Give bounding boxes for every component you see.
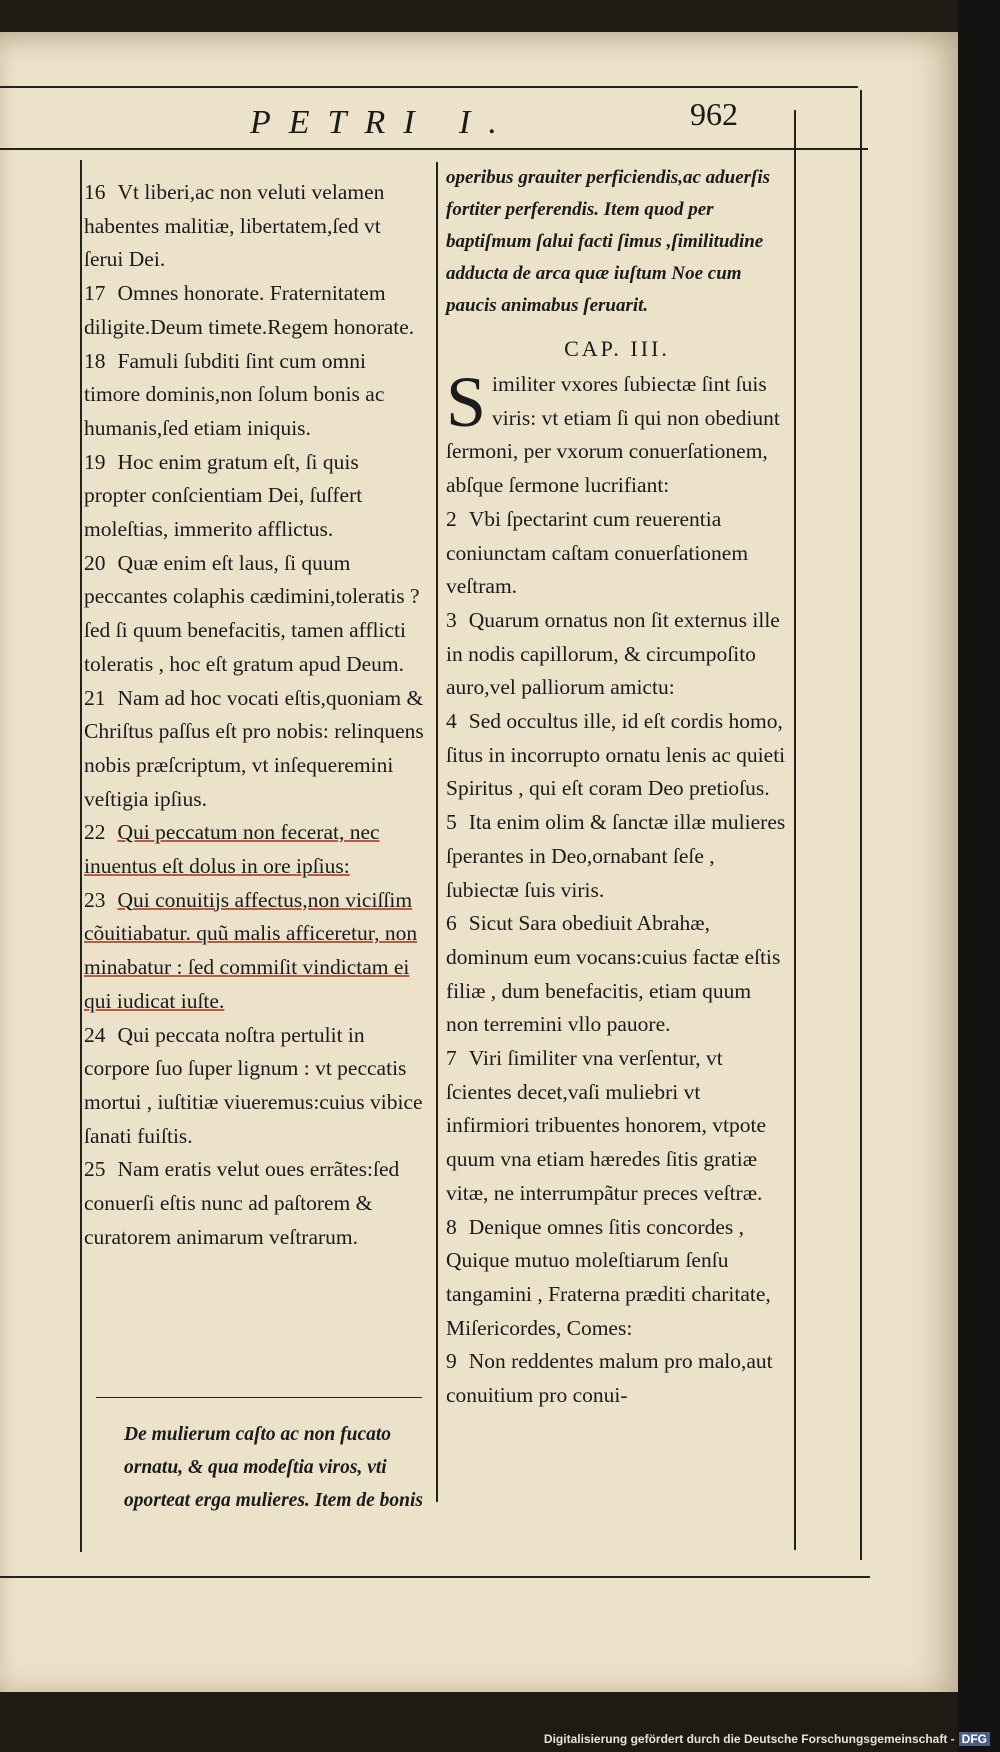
verse-4: 4 Sed occultus ille, id eſt cordis homo, ſitus in incorrupto ornatu lenis ac quieti Spiritus , qui eſt coram Deo pretioſus. bbox=[446, 709, 786, 801]
running-head: PETRI I. bbox=[250, 104, 515, 141]
verse-20: 20 Quæ enim eſt laus, ſi quum peccantes colaphis cædimini,toleratis ? ſed ſi quum benefacitis, tamen afflicti toleratis , hoc eſt gratum apud Deum. bbox=[84, 550, 420, 676]
right-border bbox=[794, 110, 796, 1550]
left-column bbox=[84, 176, 424, 1255]
verse-6: 6 Sicut Sara obediuit Abrahæ, dominum eum vocans:cuius factæ eſtis filiæ , dum benefacitis, etiam quum non terremini vllo pauore. bbox=[446, 911, 781, 1037]
verse-3: 3 Quarum ornatus non ſit externus ille in nodis capillorum, & circumpoſito auro,vel palliorum amictu: bbox=[446, 607, 780, 700]
verse-8: 8 Denique omnes ſitis concordes , Quique mutuo moleſtiarum ſenſu tangamini , Fraterna præditi charitate, Miſericordes, Comes: bbox=[446, 1214, 771, 1340]
page-edge-shadow bbox=[958, 0, 1000, 1752]
verse-1: Similiter vxores ſubiectæ ſint ſuis viris: vt etiam ſi qui non obediunt ſermoni, per vxorum conuerſationem, abſque ſermone lucrifiant: bbox=[446, 362, 780, 498]
page-number: 962 bbox=[690, 96, 738, 132]
header-rule bbox=[0, 148, 868, 150]
note-divider bbox=[96, 1397, 422, 1398]
chapter-summary-left: De mulierum caſto ac non fucato ornatu, & qua modeſtia viros, vti oporteat erga mulieres. Item de bonis bbox=[124, 1424, 423, 1511]
chapter-heading: CAP. III. bbox=[564, 336, 670, 361]
verse-7: 7 Viri ſimiliter vna verſentur, vt ſcientes decet,vaſi muliebri vt infirmiori tribuentes honorem, vtpote quum vna etiam hæredes ſitis gratiæ vitæ, ne interrumpãtur preces veſtræ. bbox=[446, 1046, 767, 1205]
verse-19: 19 Hoc enim gratum eſt, ſi quis propter conſcientiam Dei, ſuſfert moleſtias, immerito afflictus. bbox=[84, 449, 363, 542]
verse-21: 21 Nam ad hoc vocati eſtis,quoniam & Chriſtus paſſus eſt pro nobis: relinquens nobis præſcriptum, vt inſequeremini veſtigia ipſius. bbox=[84, 685, 424, 811]
verse-9: 9 Non reddentes malum pro malo,aut conuitium pro conui- bbox=[446, 1349, 773, 1408]
bottom-rule bbox=[0, 1576, 870, 1578]
verse-2: 2 Vbi ſpectarint cum reuerentia coniunctam caſtam conuerſationem veſtram. bbox=[446, 506, 749, 599]
verse-25: 25 Nam eratis velut oues errãtes:ſed conuerſi eſtis nunc ad paſtorem & curatorem animarum veſtrarum. bbox=[84, 1157, 400, 1249]
verse-18: 18 Famuli ſubditi ſint cum omni timore dominis,non ſolum bonis ac humanis,ſed etiam iniquis. bbox=[84, 348, 385, 440]
verse-23: 23 Qui conuitijs affectus,non viciſſim cõuitiabatur. quũ malis afficeretur, non minabatur : ſed commiſit vindictam ei qui iudicat iuſte. bbox=[84, 887, 418, 1013]
verse-16: 16 Vt liberi,ac non veluti velamen habentes malitiæ, libertatem,ſed vt ſerui Dei. bbox=[84, 180, 385, 272]
right-column bbox=[446, 162, 788, 1413]
verse-17: 17 Omnes honorate. Fraternitatem diligite.Deum timete.Regem honorate. bbox=[84, 281, 415, 339]
verse-5: 5 Ita enim olim & ſanctæ illæ mulieres ſperantes in Deo,ornabant ſeſe , ſubiectæ ſuis viris. bbox=[446, 810, 786, 902]
right-outer-border bbox=[860, 90, 862, 1560]
column-divider bbox=[436, 162, 438, 1502]
left-border bbox=[80, 160, 82, 1552]
top-rule bbox=[0, 86, 858, 88]
verse-24: 24 Qui peccata noſtra pertulit in corpore ſuo ſuper lignum : vt peccatis mortui , iuſtitiæ viueremus:cuius vibice ſanati fuiſtis. bbox=[84, 1022, 423, 1148]
digitization-credit: Digitalisierung gefördert durch die Deutsche Forschungsgemeinschaft - DFG bbox=[544, 1732, 990, 1746]
dfg-logo: DFG bbox=[959, 1732, 990, 1746]
verse-22: 22 Qui peccatum non fecerat, nec inuentus eſt dolus in ore ipſius: bbox=[84, 820, 380, 879]
chapter-summary-right: operibus grauiter perficiendis,ac aduerſis fortiter perferendis. Item quod per baptiſmum ſalui facti ſimus ,ſimilitudine adducta de arca quæ iuſtum Noe cum paucis animabus ſeruarit. bbox=[446, 167, 771, 316]
drop-cap: S bbox=[446, 362, 487, 442]
